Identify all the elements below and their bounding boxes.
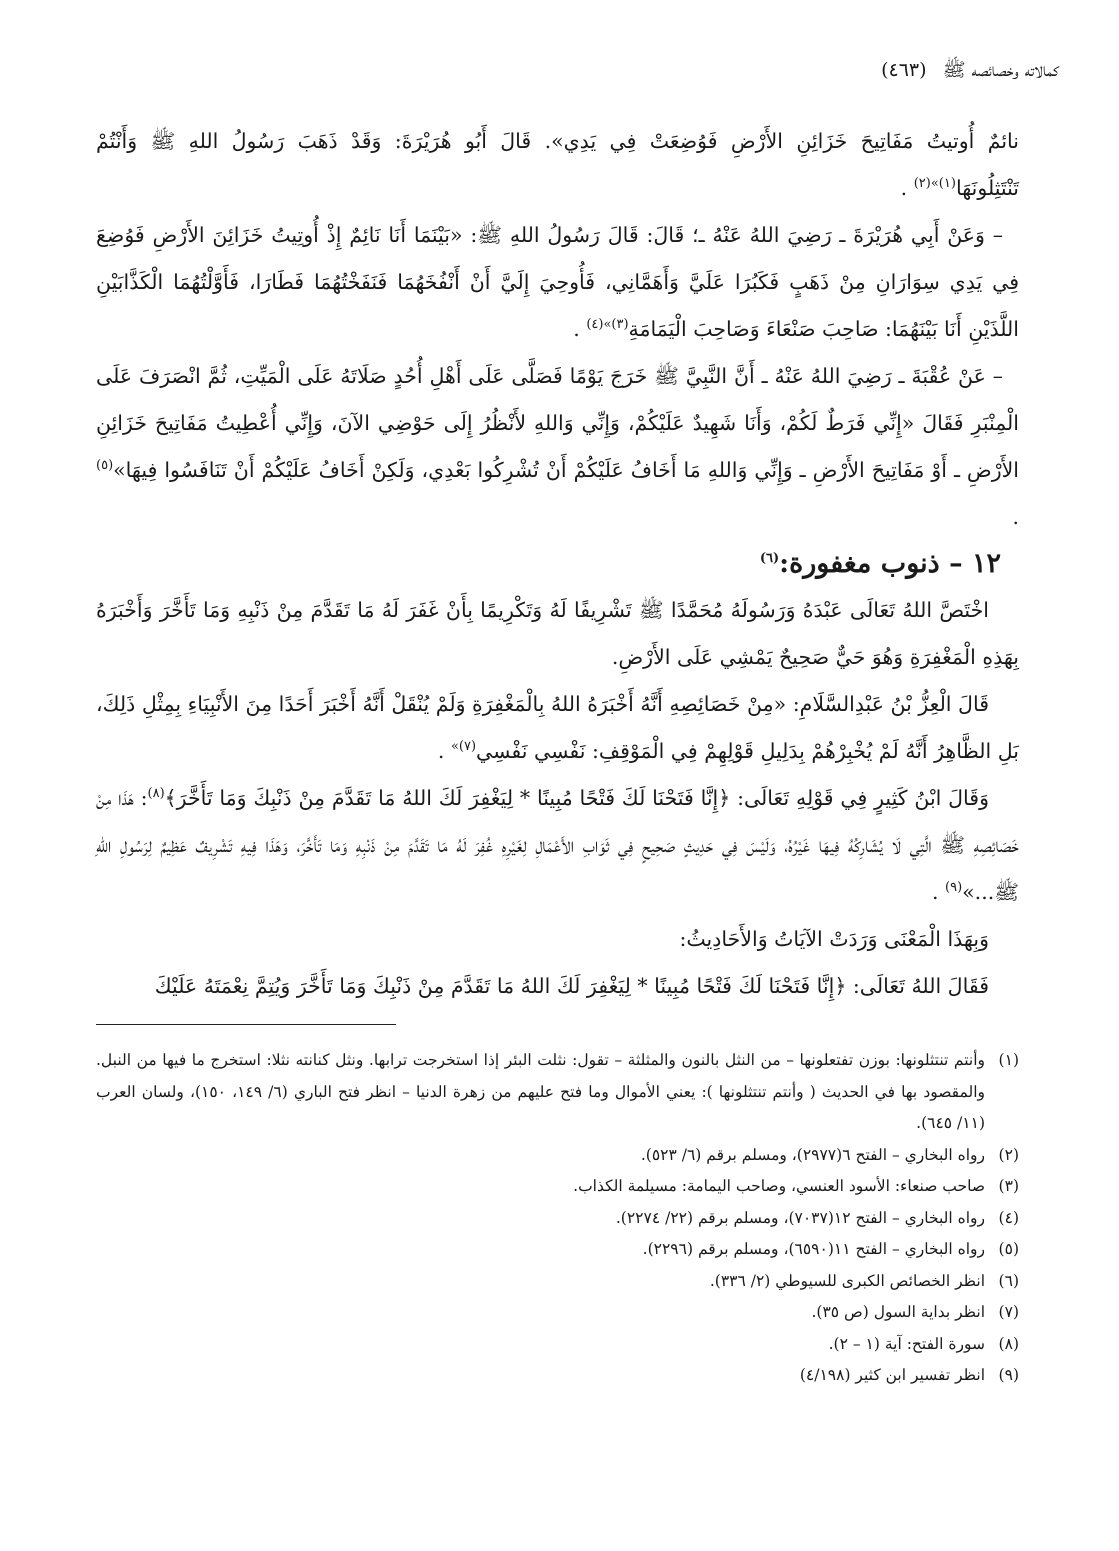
paragraph-2-end: . <box>573 317 580 341</box>
paragraph-7: وَبِهَذَا الْمَعْنَى وَرَدَتْ الآيَاتُ وَالأَحَادِيثُ: <box>679 927 989 951</box>
paragraph-6 <box>96 775 1019 916</box>
footnote-ref-7: (٧)» <box>450 739 477 755</box>
footnote-7 <box>96 1297 1019 1329</box>
paragraph-3-end: . <box>1012 505 1019 529</box>
footnote-text: رواه البخاري – الفتح ١١(٦٥٩٠)، ومسلم برقم (٢٢٩٦). <box>642 1240 985 1258</box>
footnote-3 <box>96 1171 1019 1203</box>
footnote-ref-3-4: (٣)»(٤) <box>586 317 629 333</box>
footnote-number: (٤) <box>998 1208 1019 1227</box>
footnote-text: رواه البخاري – الفتح ١٢(٧٠٣٧)، ومسلم برقم (٢٢/ ٢٢٧٤). <box>615 1208 985 1227</box>
footnote-separator <box>96 1024 396 1025</box>
footnote-number: (٣) <box>998 1177 1019 1195</box>
footnote-number: (٢) <box>998 1145 1019 1164</box>
paragraph-6-quote: وَقَالَ ابْنُ كَثِيرٍ فِي قَوْلِهِ تَعَالَى: ﴿إِنَّا فَتَحْنَا لَكَ فَتْحًا مُبِينًا * لِيَغْفِرَ لَكَ اللهُ مَا تَقَدَّمَ مِنْ ذَنْبِكَ وَمَا تَأَخَّرَ﴾ <box>164 786 989 810</box>
footnote-text: انظر تفسير ابن كثير (٤/١٩٨) <box>799 1366 985 1384</box>
footnote-5 <box>96 1234 1019 1266</box>
footnote-text: صاحب صنعاء: الأسود العنسي، وصاحب اليمامة: مسيلمة الكذاب. <box>573 1177 985 1195</box>
paragraph-6-text: : هَذَا مِنْ خَصَائِصِهِ ﷺ الَّتِي لَا يُشَارِكُهُ فِيهَا غَيْرُهُ، وَلَيْسَ فِي حَدِيثٍ صَحِيحٍ فِي ثَوَابِ الأَعْمَالِ لِغَيْرِهِ غُفِرَ لَهُ مَا تَقَدَّمَ مِنْ ذَنْبِهِ وَمَا تَأَخَّرَ، وَهَذَا فِيهِ تَشْرِيفٌ عَظِيمٌ لِرَسُولِ اللهِ ﷺ...» <box>96 786 1019 904</box>
footnote-number: (١) <box>998 1051 1019 1069</box>
paragraph-6-end: . <box>931 880 939 904</box>
paragraph-3-text: – عَنْ عُقْبَةَ ـ رَضِيَ اللهُ عَنْهُ ـ أَنَّ النَّبِيَّ ﷺ خَرَجَ يَوْمًا فَصَلَّى عَلَى أَهْلِ أُحُدٍ صَلَاتَهُ عَلَى الْمَيِّتِ، ثُمَّ انْصَرَفَ عَلَى الْمِنْبَرِ فَقَالَ «إِنِّي فَرَطٌ لَكُمْ، وَأَنَا شَهِيدٌ عَلَيْكُمْ، وَإِنِّي وَاللهِ لأَنْظُرُ إِلَى حَوْضِي الآنَ، وَإِنِّي أُعْطِيتُ مَفَاتِيحَ خَزَائِنِ الأَرْضِ ـ أَوْ مَفَاتِيحَ الأَرْضِ ـ وَإِنِّي وَاللهِ مَا أَخَافُ عَلَيْكُمْ أَنْ تُشْرِكُوا بَعْدِي، وَلَكِنْ أَخَافُ عَلَيْكُمْ أَنْ تَنَافَسُوا فِيهَا» <box>96 364 1019 482</box>
paragraph-5-text: قَالَ الْعِزُّ بْنُ عَبْدِالسَّلَامِ: «مِنْ خَصَائِصِهِ أَنَّهُ أَخْبَرَهُ اللهُ بِالْمَغْفِرَةِ وَلَمْ يُنْقَلْ أَنَّهُ أَخْبَرَ أَحَدًا مِنَ الأَنْبِيَاءِ بِمِثْلِ ذَلِكَ، بَلِ الظَّاهِرُ أَنَّهُ لَمْ يُخْبِرْهُمْ بِدَلِيلِ قَوْلِهِمْ فِي الْمَوْقِفِ: نَفْسِي نَفْسِي <box>96 692 1019 763</box>
footnote-9 <box>96 1360 1019 1392</box>
footnote-ref-9: (٩) <box>945 880 963 896</box>
main-text <box>96 118 1019 1010</box>
paragraph-2-text: – وَعَنْ أَبِي هُرَيْرَةَ ـ رَضِيَ اللهُ عَنْهُ ـ؛ قَالَ: قَالَ رَسُولُ اللهِ ﷺ: «بَيْنَمَا أَنَا نَائِمٌ إِذْ أُوتِيتُ خَزَائِنَ الأَرْضِ فَوُضِعَ فِي يَدِي سِوَارَانِ مِنْ ذَهَبٍ فَكَبُرَا عَلَيَّ وَأَهَمَّانِي، فَأُوحِيَ إِلَيَّ أَنْ أَنْفُخَهُمَا فَنَفَخْتُهُمَا فَطَارَا، فَأَوَّلْتُهُمَا الْكَذَّابَيْنِ اللَّذَيْنِ أَنَا بَيْنَهُمَا: صَاحِبَ صَنْعَاءَ وَصَاحِبَ الْيَمَامَةِ <box>96 223 1019 341</box>
footnotes <box>96 1045 1019 1392</box>
footnote-ref-6: (٦) <box>759 551 780 566</box>
footnote-number: (٩) <box>998 1366 1019 1384</box>
running-header <box>759 58 1059 86</box>
paragraph-5 <box>96 681 1019 775</box>
footnote-text: وأنتم تنتثلونها: بوزن تفتعلونها – من النثل بالنون والمثلثة – تقول: نثلت البئر إذا استخرجت ترابها. ونثل كنانته نثلا: استخرج ما فيها من النبل. والمقصود بها في الحديث ( وأنتم تنتثلونها ): يعني الأموال وما فتح عليهم من زهرة الدنيا – انظر فتح الباري (٦/ ١٤٩، ١٥٠)، ولسان العرب (١١/ ٦٤٥). <box>96 1051 985 1132</box>
paragraph-5-end: . <box>437 739 445 763</box>
paragraph-1-end: . <box>900 176 908 200</box>
footnote-ref-5: (٥) <box>96 458 114 474</box>
footnote-number: (٦) <box>998 1271 1019 1290</box>
footnote-1 <box>96 1045 1019 1140</box>
section-heading-text: ١٢ – ذنوب مغفورة: <box>779 548 1001 579</box>
paragraph-3 <box>96 353 1019 541</box>
footnote-6 <box>96 1266 1019 1298</box>
footnote-number: (٥) <box>998 1240 1019 1258</box>
paragraph-4: اخْتَصَّ اللهُ تَعَالَى عَبْدَهُ وَرَسُولَهُ مُحَمَّدًا ﷺ تَشْرِيفًا لَهُ وَتَكْرِيمًا بِأَنْ غَفَرَ لَهُ مَا تَقَدَّمَ مِنْ ذَنْبِهِ وَمَا تَأَخَّرَ وَأَخْبَرَهُ بِهَذِهِ الْمَغْفِرَةِ وَهُوَ حَيٌّ صَحِيحٌ يَمْشِي عَلَى الأَرْضِ. <box>96 598 1019 669</box>
footnote-number: (٧) <box>998 1303 1019 1321</box>
paragraph-8: فَقَالَ اللهُ تَعَالَى: ﴿إِنَّا فَتَحْنَا لَكَ فَتْحًا مُبِينًا * لِيَغْفِرَ لَكَ اللهُ مَا تَقَدَّمَ مِنْ ذَنْبِكَ وَمَا تَأَخَّرَ وَيُتِمَّ نِعْمَتَهُ عَلَيْكَ <box>154 974 989 998</box>
header-title: كمالاته وخصائصه ﷺ <box>942 59 1059 81</box>
footnote-text: انظر بداية السول (ص ٣٥). <box>811 1303 985 1321</box>
footnote-8 <box>96 1329 1019 1361</box>
paragraph-1 <box>96 118 1019 212</box>
footnote-number: (٨) <box>998 1334 1019 1353</box>
footnote-ref-1-2: (١)»(٢) <box>913 176 956 192</box>
section-heading <box>96 541 1019 587</box>
page-number: (٤٦٣) <box>881 59 927 81</box>
paragraph-1-text: نائمٌ أُوتيتُ مَفَاتِيحَ خَزَائِنِ الأَرْضِ فَوُضِعَتْ فِي يَدِي». قَالَ أَبُو هُرَيْرَةَ: وَقَدْ ذَهَبَ رَسُولُ اللهِ ﷺ وَأَنْتُمْ تَنْتَثِلُونَهَا <box>96 129 1019 200</box>
footnote-text: انظر الخصائص الكبرى للسيوطي (٢/ ٣٣٦). <box>709 1271 985 1290</box>
paragraph-2 <box>96 212 1019 353</box>
footnote-2 <box>96 1140 1019 1172</box>
footnote-text: رواه البخاري – الفتح ٦(٢٩٧٧)، ومسلم برقم (٦/ ٥٢٣). <box>640 1145 985 1164</box>
footnote-ref-8: (٨) <box>147 786 165 802</box>
footnote-text: سورة الفتح: آية (١ – ٢). <box>828 1334 985 1353</box>
footnote-4 <box>96 1203 1019 1235</box>
